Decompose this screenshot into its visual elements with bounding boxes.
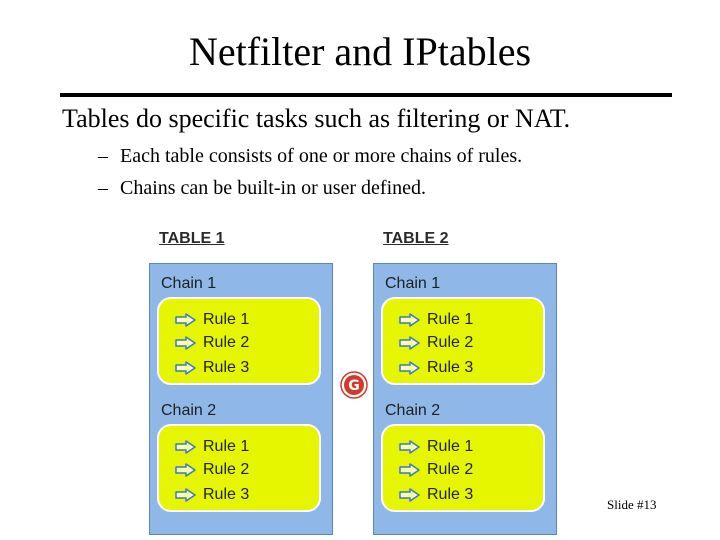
table-1-heading: TABLE 1 (159, 230, 225, 247)
sub-bullet-2-text: Chains can be built-in or user defined. (120, 177, 427, 199)
table-1-chain-2-rule-1 (175, 436, 249, 458)
rule-label: Rule 2 (427, 461, 474, 478)
arrow-right-icon (175, 313, 197, 327)
table-2-chain-2-rule-1 (399, 436, 473, 458)
rule-label: Rule 3 (427, 359, 474, 376)
arrow-right-icon (399, 463, 421, 477)
table-2-chain-1-rule-1 (399, 309, 473, 331)
table-1-chain-1-box (157, 297, 321, 385)
rule-label: Rule 3 (203, 486, 250, 503)
rule-label: Rule 3 (203, 359, 250, 376)
table-2-chain-1-box (381, 297, 545, 385)
table-1-chain-1-rule-3 (175, 357, 249, 379)
table-1-chain-2-box (157, 424, 321, 512)
table-1-chain-2-rule-3 (175, 484, 249, 506)
table-2-box (373, 263, 557, 535)
slide-title: Netfilter and IPtables (188, 29, 532, 74)
svg-text:G: G (348, 378, 360, 394)
g-logo-icon (340, 371, 368, 399)
table-2-chain-2-label: Chain 2 (385, 402, 441, 419)
table-1-chain-1-rule-2 (175, 332, 249, 354)
title-divider (60, 93, 672, 97)
rule-label: Rule 1 (427, 311, 474, 328)
sub-bullet-2 (98, 177, 426, 200)
slide-number: Slide #13 (607, 497, 657, 512)
sub-bullet-1 (98, 145, 522, 168)
rule-label: Rule 2 (203, 461, 250, 478)
arrow-right-icon (399, 361, 421, 375)
sub-bullet-1-text: Each table consists of one or more chains of rules. (120, 145, 523, 167)
rule-label: Rule 1 (203, 438, 250, 455)
arrow-right-icon (175, 361, 197, 375)
arrow-right-icon (399, 313, 421, 327)
arrow-right-icon (175, 463, 197, 477)
rule-label: Rule 2 (203, 334, 250, 351)
rule-label: Rule 1 (203, 311, 250, 328)
arrow-right-icon (399, 488, 421, 502)
dash-2: – (98, 177, 108, 199)
table-2-chain-1-label: Chain 1 (385, 275, 441, 292)
table-2-chain-2-rule-3 (399, 484, 473, 506)
table-2-chain-1-rule-2 (399, 332, 473, 354)
arrow-right-icon (175, 488, 197, 502)
table-1-box (149, 263, 333, 535)
rule-label: Rule 2 (427, 334, 474, 351)
rule-label: Rule 1 (427, 438, 474, 455)
arrow-right-icon (399, 336, 421, 350)
main-bullet: Tables do specific tasks such as filtering or NAT. (62, 104, 571, 133)
dash-1: – (98, 145, 108, 167)
arrow-right-icon (399, 440, 421, 454)
table-2-chain-2-rule-2 (399, 459, 473, 481)
table-2-chain-2-box (381, 424, 545, 512)
arrow-right-icon (175, 440, 197, 454)
table-1-chain-1-label: Chain 1 (161, 275, 217, 292)
table-1-chain-2-label: Chain 2 (161, 402, 217, 419)
table-1-chain-1-rule-1 (175, 309, 249, 331)
rule-label: Rule 3 (427, 486, 474, 503)
table-2-chain-1-rule-3 (399, 357, 473, 379)
arrow-right-icon (175, 336, 197, 350)
table-1-chain-2-rule-2 (175, 459, 249, 481)
table-2-heading: TABLE 2 (383, 230, 449, 247)
